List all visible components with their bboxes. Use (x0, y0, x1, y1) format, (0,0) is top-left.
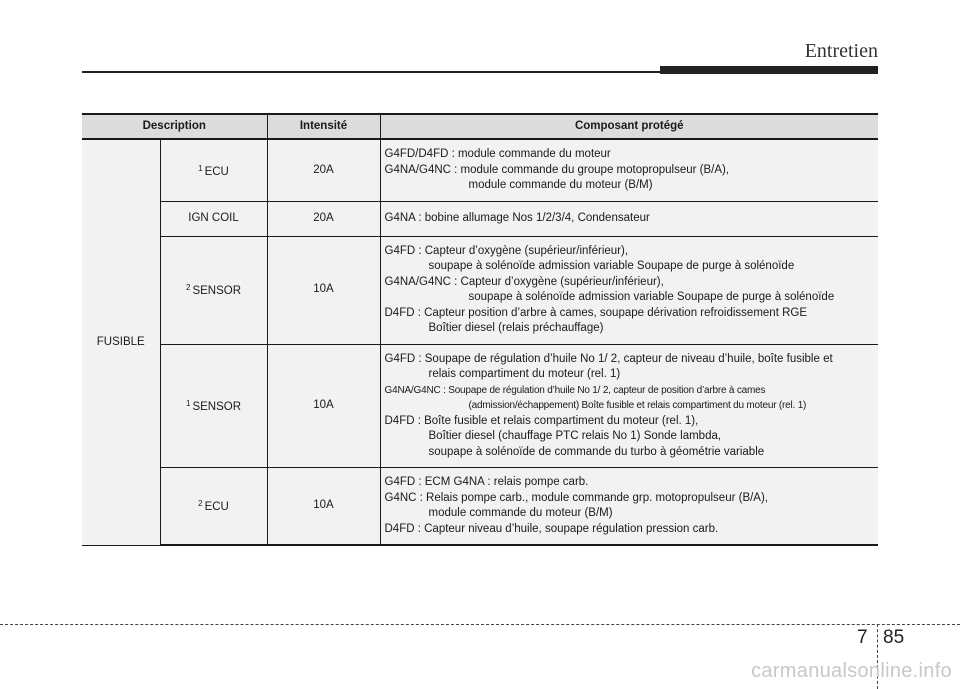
fuse-amperage: 10A (267, 344, 380, 468)
column-header-component: Composant protégé (380, 114, 878, 139)
component-line: G4NA/G4NC : module commande du groupe motopropulseur (B/A), (384, 163, 730, 176)
component-line: G4NC : Relais pompe carb., module commande grp. motopropulseur (B/A), (384, 491, 768, 504)
protected-components (380, 468, 878, 546)
component-line: G4FD : Capteur d’oxygène (supérieur/inférieur), (384, 244, 629, 257)
fuse-label (160, 468, 267, 546)
component-line: G4NA : bobine allumage Nos 1/2/3/4, Condensateur (384, 211, 650, 224)
header-divider-thin (82, 71, 662, 73)
component-line: G4FD : ECM G4NA : relais pompe carb. (384, 476, 589, 488)
fuse-amperage: 10A (267, 236, 380, 344)
component-line: G4FD : Soupape de régulation d’huile No 1/ 2, capteur de niveau d’huile, boîte fusible et (384, 352, 833, 365)
protected-components (380, 201, 878, 236)
footnote-marker: 2 (185, 283, 191, 293)
table-row (82, 344, 878, 468)
fuse-group-label: FUSIBLE (82, 139, 160, 545)
column-header-description: Description (82, 114, 267, 139)
protected-components (380, 236, 878, 344)
fuse-label (160, 139, 267, 201)
component-line: D4FD : Capteur niveau d’huile, soupape régulation pression carb. (384, 522, 719, 535)
fuse-name: SENSOR (192, 285, 242, 298)
fuse-amperage: 20A (267, 139, 380, 201)
watermark: carmanualsonline.info (751, 660, 952, 682)
chapter-number: 7 (857, 627, 868, 648)
fuse-name: SENSOR (192, 401, 242, 413)
table-row (82, 236, 878, 344)
fuse-amperage: 10A (267, 468, 380, 546)
column-header-intensity: Intensité (267, 114, 380, 139)
component-line: relais compartiment du moteur (rel. 1) (428, 368, 621, 380)
table-row (82, 201, 878, 236)
fuse-table (82, 113, 878, 546)
component-line: soupape à solénoïde de commande du turbo à géométrie variable (428, 445, 765, 458)
fuse-label (160, 201, 267, 236)
component-line: module commande du moteur (B/M) (428, 507, 613, 519)
component-line: soupape à solénoïde admission variable Soupape de purge à solénoïde (428, 260, 795, 272)
table-header-row (82, 114, 878, 139)
component-line: Boîtier diesel (chauffage PTC relais No 1) Sonde lambda, (428, 430, 722, 442)
protected-components (380, 139, 878, 201)
fuse-name: ECU (204, 165, 229, 178)
component-line: Boîtier diesel (relais préchauffage) (428, 322, 604, 334)
component-line: G4NA/G4NC : Soupape de régulation d’huile No 1/ 2, capteur de position d’arbre à cames (384, 384, 766, 396)
header-divider-thick (660, 66, 878, 74)
fuse-label (160, 236, 267, 344)
footnote-marker: 1 (198, 163, 203, 173)
component-line: soupape à solénoïde admission variable Soupape de purge à solénoïde (468, 291, 835, 303)
page-number: 85 (883, 627, 905, 648)
fuse-name: IGN COIL (188, 211, 239, 224)
component-line: module commande du moteur (B/M) (468, 179, 653, 191)
table-row (82, 468, 878, 546)
fuse-name: ECU (204, 501, 229, 514)
footnote-marker: 2 (198, 499, 203, 509)
protected-components (380, 344, 878, 468)
footnote-marker: 1 (185, 399, 191, 408)
table-row (82, 139, 878, 201)
footer-dashed-rule (0, 624, 960, 625)
component-line: (admission/échappement) Boîte fusible et relais compartiment du moteur (rel. 1) (468, 400, 807, 411)
fuse-amperage: 20A (267, 201, 380, 236)
fuse-label (160, 344, 267, 468)
component-line: G4NA/G4NC : Capteur d’oxygène (supérieur/inférieur), (384, 275, 664, 288)
component-line: D4FD : Boîte fusible et relais compartiment du moteur (rel. 1), (384, 414, 699, 427)
page-section-title: Entretien (804, 40, 878, 62)
component-line: D4FD : Capteur position d’arbre à cames, soupape dérivation refroidissement RGE (384, 306, 808, 319)
component-line: G4FD/D4FD : module commande du moteur (384, 148, 611, 160)
